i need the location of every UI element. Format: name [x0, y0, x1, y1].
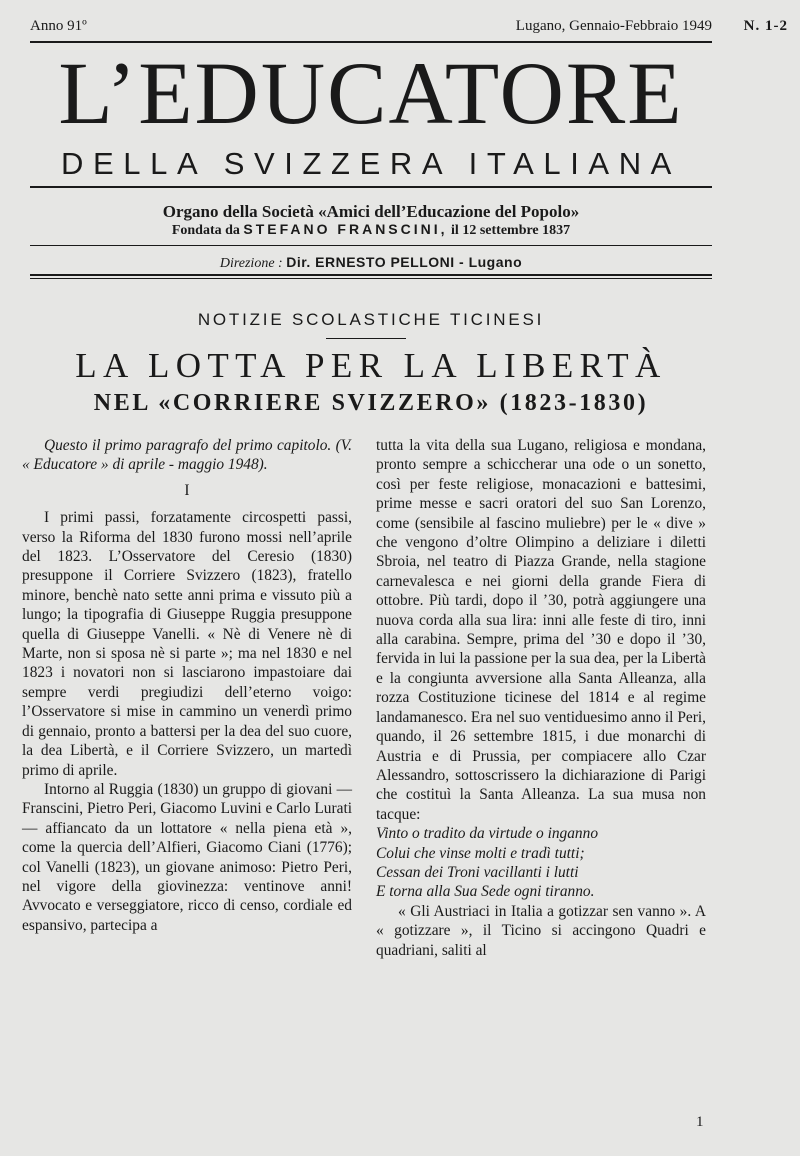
- issue-place-date: Lugano, Gennaio-Febbraio 1949: [515, 18, 712, 34]
- issue-header: [30, 18, 788, 35]
- article-intro: Questo il primo paragrafo del primo capitolo. (V. « Educatore » di aprile - maggio 1948).: [22, 437, 352, 474]
- masthead-rule: [30, 186, 712, 188]
- issue-year: Anno 91º: [30, 18, 87, 34]
- founder-name: STEFANO FRANSCINI,: [243, 221, 448, 237]
- article-subheadline: NEL «CORRIERE SVIZZERO» (1823-1830): [93, 390, 649, 416]
- direction-label: Direzione :: [219, 256, 283, 271]
- director-name: Dir. ERNESTO PELLONI - Lugano: [286, 254, 523, 270]
- verse-line: E torna alla Sua Sede ogni tiranno.: [376, 883, 595, 901]
- paragraph-1: I primi passi, forzatamente circospetti passi, verso la Riforma del 1830 furono mossi nell’aprile del 1823. L’Osservatore del Ceresio (1830) presuppone il Corriere Svizzero (1823), fratello minore, benchè nato sette anni prima e vissuto più a lungo; la tipografia di Giuseppe Ruggia presuppone quella di Giuseppe Vanelli. « Nè di Venere nè di Marte, non si sposa nè si parte »; ma nel 1830 e nel 1823 i novatori non si lasciarono impastoiare dai sempre verdi pregiudizi dell’eterno voigo: l’Osservatore si mise in cammino un venerdì primo di gennaio, pronto a battersi per la dea del suo cuore, la dea Libertà, e il Corriere Svizzero, un martedì primo di aprile.: [22, 509, 352, 779]
- page-number: 1: [696, 1114, 704, 1130]
- founded-date: il 12 settembre 1837: [451, 223, 571, 238]
- organ-line: Organo della Società «Amici dell’Educazione del Popolo»: [162, 202, 580, 221]
- direction-line: [30, 254, 712, 272]
- verse-block: [376, 824, 706, 902]
- section-title: NOTIZIE SCOLASTICHE TICINESI: [197, 310, 545, 329]
- direction-rule: [30, 274, 712, 276]
- masthead-title: L’EDUCATORE: [58, 45, 684, 143]
- direction-rule-thin: [30, 278, 712, 279]
- founded-pre: Fondata da: [171, 223, 240, 238]
- masthead-subtitle: DELLA SVIZZERA ITALIANA: [61, 146, 681, 181]
- verse-line: Cessan dei Troni vacillanti i lutti: [376, 863, 579, 881]
- founded-line: [30, 220, 712, 240]
- column-right: [376, 436, 706, 960]
- section-rule: [326, 338, 406, 339]
- verse-line: Vinto o tradito da virtude o inganno: [376, 825, 599, 843]
- header-rule: [30, 41, 712, 43]
- column-left: [22, 436, 352, 935]
- paragraph-2: Intorno al Ruggia (1830) un gruppo di giovani — Franscini, Pietro Peri, Giacomo Luvini e Carlo Lurati — affiancato da un lottatore « nella piena età », come la quercia dell’Alfieri, Giacomo Ciani (1776); col Vanelli (1823), un giovane animoso: Pietro Peri, nel vigore della giovinezza: ventinove anni! Avvocato e verseggiatore, ricco di censo, cordiale ed espansivo, partecipa a: [22, 780, 352, 934]
- founded-rule: [30, 245, 712, 246]
- verse-line: Colui che vinse molti e tradì tutti;: [376, 844, 585, 862]
- paragraph-3: « Gli Austriaci in Italia a gotizzar sen vanno ». A « gotizzare », il Ticino si accingono Quadri e quadriani, saliti al: [376, 902, 706, 959]
- article-headline: LA LOTTA PER LA LIBERTÀ: [75, 346, 667, 385]
- paragraph-2-continued: tutta la vita della sua Lugano, religiosa e mondana, pronto sempre a schiccherar una ode o un sonetto, così per feste religiose, monacazioni e battesimi, prime messe e sacri oratori del suo San Lorenzo, come (sensibile al fascino muliebre) per le « dive » che vengono d’oltre Olimpino a deliziare i diletti Sbroia, nel teatro di Piazza Grande, nella stagione carnevalesca e nei giorni della grande Fiera di ottobre. Più tardi, dopo il ’30, potrà aggiungere una nuova corda alla sua lira: inni alle feste di tiro, inni alla carabina. Sempre, prima del ’30 e dopo il ’30, fervida in lui la passione per la sua dea, per la Libertà e la congiunta avversione alla Santa Alleanza, alla rozza Costituzione ticinese del 1814 e al regime landamanesco. Era nel suo ventiduesimo anno il Peri, quando, il 26 settembre 1815, i due monarchi di Austria e di Prussia, per compiacere allo Czar Alessandro, sottoscrissero la dichiarazione di Parigi che costituì la Santa Alleanza. La sua musa non tacque:: [376, 437, 706, 823]
- chapter-number: I: [184, 481, 190, 499]
- issue-number: N. 1-2: [743, 18, 788, 34]
